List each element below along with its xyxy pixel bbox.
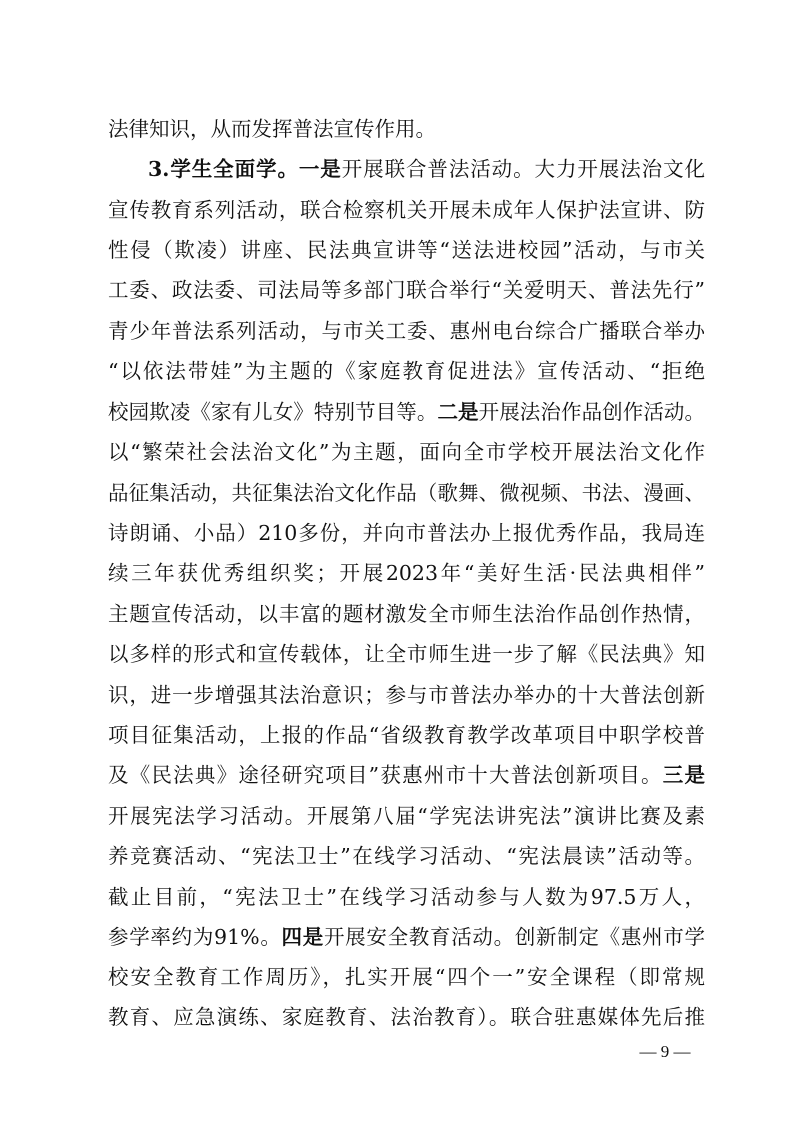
text-line <box>108 882 705 912</box>
text-line <box>108 801 705 831</box>
text-line <box>108 478 705 508</box>
text-segment: 续三年获优秀组织奖；开展2023年“美好生活·民法典相伴” <box>108 561 705 585</box>
bold-heading-segment: 二是 <box>437 400 479 424</box>
text-segment: 诗朗诵、小品）210多份，并向市普法办上报优秀作品，我局连 <box>108 521 705 545</box>
text-segment: 开展法治作品创作活动。 <box>478 400 706 424</box>
text-line <box>108 195 705 225</box>
text-line <box>108 760 705 790</box>
text-segment: 以“繁荣社会法治文化”为主题，面向全市学校开展法治文化作 <box>108 440 705 464</box>
text-line <box>108 316 705 346</box>
text-segment: 法律知识，从而发挥普法宣传作用。 <box>108 117 436 141</box>
text-segment: 青少年普法系列活动，与市关工委、惠州电台综合广播联合举办 <box>108 319 705 343</box>
text-segment: 教育、应急演练、家庭教育、法治教育）。联合驻惠媒体先后推 <box>108 1005 705 1029</box>
text-line <box>108 356 705 386</box>
text-segment: 以多样的形式和宣传载体，让全市师生进一步了解《民法典》知 <box>108 642 705 666</box>
text-segment: 宣传教育系列活动，联合检察机关开展未成年人保护法宣讲、防 <box>108 198 705 222</box>
text-line <box>108 235 705 265</box>
text-line <box>108 720 705 750</box>
text-line <box>108 922 705 952</box>
text-segment: 项目征集活动，上报的作品“省级教育教学改革项目中职学校普 <box>108 723 705 747</box>
text-segment: 识，进一步增强其法治意识；参与市普法办举办的十大普法创新 <box>108 683 705 707</box>
bold-heading-segment: 四是 <box>281 925 324 949</box>
text-line <box>108 1002 705 1032</box>
text-segment: 性侵（欺凌）讲座、民法典宣讲等“送法进校园”活动，与市关 <box>108 238 705 262</box>
text-segment: 参学率约为91%。 <box>108 925 282 949</box>
page-number: — 9 — <box>639 1042 691 1061</box>
text-line <box>108 841 705 871</box>
text-segment: 开展联合普法活动。大力开展法治文化 <box>341 157 705 181</box>
text-segment: 工委、政法委、司法局等多部门联合举行“关爱明天、普法先行” <box>108 278 705 302</box>
text-segment: 品征集活动，共征集法治文化作品（歌舞、微视频、书法、漫画、 <box>108 481 705 505</box>
text-segment: 开展宪法学习活动。开展第八届“学宪法讲宪法”演讲比赛及素 <box>108 804 705 828</box>
text-line <box>108 275 705 305</box>
text-segment: 开展安全教育活动。创新制定《惠州市学 <box>323 925 705 949</box>
text-line <box>108 114 705 144</box>
text-segment: 校安全教育工作周历》，扎实开展“四个一”安全课程（即常规 <box>108 965 705 989</box>
text-segment: 养竞赛活动、“宪法卫士”在线学习活动、“宪法晨读”活动等。 <box>108 844 705 868</box>
text-segment: 主题宣传活动，以丰富的题材激发全市师生法治作品创作热情， <box>108 602 705 626</box>
text-segment: “以依法带娃”为主题的《家庭教育促进法》宣传活动、“拒绝 <box>108 359 705 383</box>
bold-heading-segment: 3.学生全面学。一是 <box>148 157 342 181</box>
bold-heading-segment: 三是 <box>662 763 706 787</box>
text-line <box>108 962 705 992</box>
text-line <box>148 154 705 184</box>
text-line <box>108 397 705 427</box>
text-line <box>108 680 705 710</box>
text-line <box>108 599 705 629</box>
text-line <box>108 437 705 467</box>
text-line <box>108 639 705 669</box>
text-segment: 及《民法典》途径研究项目”获惠州市十大普法创新项目。 <box>108 763 663 787</box>
text-segment: 截止目前，“宪法卫士”在线学习活动参与人数为97.5万人， <box>108 885 705 909</box>
text-line <box>108 558 705 588</box>
text-line <box>108 518 705 548</box>
text-segment: 校园欺凌《家有儿女》特别节目等。 <box>108 400 438 424</box>
